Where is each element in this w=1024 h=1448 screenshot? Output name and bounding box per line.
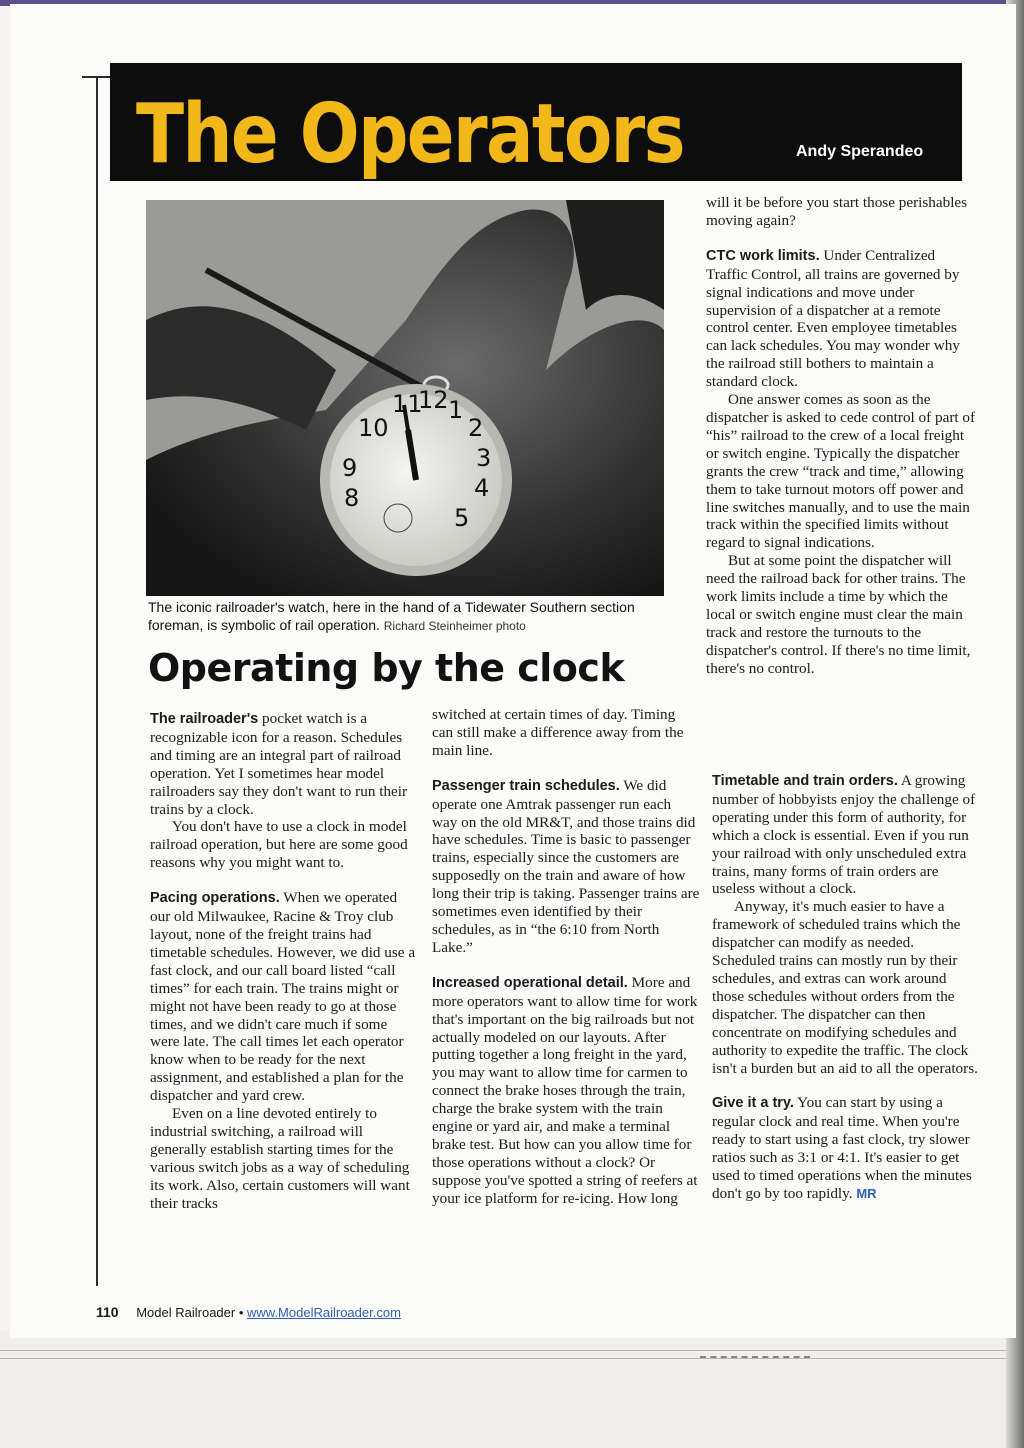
dial-number: 12	[418, 386, 449, 414]
dial-number: 11	[392, 390, 423, 418]
paragraph-text: We did operate one Amtrak passenger run each way on the old MR&T, and those trains did have schedules. Time is basic to passenger trains, especially since the customers are supposedly on the train and aware of how long their trip is taking. Passenger trains are sometimes even identified by their schedules, as in “the 6:10 from North Lake.”	[432, 776, 700, 956]
photo-illustration	[146, 200, 664, 596]
subhead: Give it a try.	[712, 1095, 794, 1112]
subhead: Passenger train schedules.	[432, 777, 620, 794]
article-column-3-top	[706, 194, 978, 678]
author-byline: Andy Sperandeo	[796, 143, 924, 160]
paragraph	[712, 1094, 980, 1202]
paragraph-text: Under Centralized Traffic Control, all trains are governed by signal indications and move under supervision of a dispatcher at a remote control center. Even employee timetables can lack schedules. You may wonder why the railroad still bothers to maintain a standard clock.	[706, 246, 960, 391]
article-headline: Operating by the clock	[148, 646, 625, 690]
paragraph	[432, 974, 700, 1208]
page-footer	[96, 1304, 401, 1320]
subhead: CTC work limits.	[706, 247, 820, 264]
paragraph-text: More and more operators want to allow time for work that's important on the big railroads but not actually modeled on our layouts. After putting together a long freight in the yard, you may want to allow time for carmen to connect the brake hoses through the train, charge the brake system with the train engine or yard air, and make a terminal brake test. But how can you allow time for those operations without a clock? Or suppose you've spotted a string of reefers at your ice platform for re-icing. How long	[432, 973, 698, 1207]
dial-number: 3	[476, 444, 492, 472]
photo-caption	[148, 598, 668, 635]
caption-text: The iconic railroader's watch, here in the hand of a Tidewater Southern section foreman, is symbolic of rail operation.	[148, 599, 635, 633]
paragraph: You don't have to use a clock in model railroad operation, but here are some good reasons why you might want to.	[150, 818, 408, 872]
paragraph	[712, 772, 980, 898]
paragraph: will it be before you start those perishables moving again?	[706, 194, 968, 229]
paragraph: Anyway, it's much easier to have a framework of scheduled trains which the dispatcher can modify as needed. Scheduled trains can mostly run by their schedules, and extras can work around those schedules without orders from the dispatcher. The dispatcher can then concentrate on modifying schedules and authority to expedite the traffic. The clock isn't a burden but an aid to all the operators.	[712, 898, 978, 1077]
paragraph	[150, 710, 418, 818]
website-link[interactable]: www.ModelRailroader.com	[247, 1305, 401, 1320]
paragraph	[432, 777, 700, 957]
dial-number: 10	[358, 414, 389, 442]
subhead: Increased operational detail.	[432, 974, 628, 991]
dial-number: 1	[448, 396, 464, 424]
paragraph-text: pocket watch is a recognizable icon for a reason. Schedules and timing are an integral part of railroad operation. Yet I sometimes hear model railroaders say they don't want to run their trains by a clock.	[150, 710, 408, 818]
subhead: Timetable and train orders.	[712, 773, 898, 789]
underlying-sheet	[0, 1330, 1010, 1448]
paragraph-text: A growing number of hobbyists enjoy the challenge of operating under this form of authority, for which a clock is essential. Even if you run your railroad with only unscheduled extra trains, many forms of train orders are useless without a clock.	[712, 772, 976, 898]
scan-mark	[700, 1340, 810, 1358]
end-mark: MR	[856, 1185, 877, 1201]
photo-credit: Richard Steinheimer photo	[383, 619, 526, 633]
pocket-watch-photo	[146, 200, 664, 596]
dial-number: 4	[474, 474, 490, 502]
article-column-2	[432, 706, 700, 1208]
lead-in: The railroader's	[150, 711, 259, 727]
paragraph-text: You can start by using a regular clock and real time. When you're ready to start using a fast clock, try slower ratios such as 3:1 or 4:1. It's easier to get used to timed operations when the minutes don't go by too rapidly.	[712, 1094, 972, 1202]
department-title: The Operators	[136, 87, 684, 182]
dial-number: 5	[454, 504, 470, 532]
article-column-1	[150, 710, 418, 1212]
subhead: Pacing operations.	[150, 890, 280, 907]
paragraph	[150, 889, 418, 1105]
magazine-name: Model Railroader •	[136, 1305, 244, 1320]
paragraph: switched at certain times of day. Timing can still make a difference away from the main line.	[432, 706, 684, 759]
paragraph-text: When we operated our old Milwaukee, Racine & Troy club layout, none of the freight trains had timetable schedules. However, we did use a fast clock, and our call board listed “call times” for each train. The trains might or might not have been ready to go at those times, and we didn't care much if some were late. The call times let each operator know when to be ready for the next assignment, and established a plan for the dispatcher and yard crew.	[150, 889, 416, 1105]
paragraph: But at some point the dispatcher will need the railroad back for other trains. The work limits include a time by which the local or switch engine must clear the main track and restore the turnouts to the dispatcher's control. If there's no time limit, there's no control.	[706, 552, 971, 677]
divider	[0, 1358, 1010, 1359]
page-number: 110	[96, 1304, 119, 1320]
paragraph: Even on a line devoted entirely to industrial switching, a railroad will generally establish starting times for the various switch jobs as a way of scheduling its work. Also, certain customers will want their tracks	[150, 1105, 410, 1212]
dial-number: 9	[342, 454, 358, 482]
divider	[0, 1350, 1010, 1351]
column-rule	[96, 76, 98, 1286]
paragraph: One answer comes as soon as the dispatcher is asked to cede control of part of “his” railroad to the crew of a local freight or switch engine. Typically the dispatcher grants the crew “track and time,” allowing them to take turnout motors off power and line switches manually, and to use the main track within the specified limits without regard to signal indications.	[706, 391, 976, 552]
dial-number: 8	[344, 484, 360, 512]
paragraph	[706, 247, 978, 391]
corner-rule	[82, 76, 110, 78]
article-column-3-bottom	[712, 772, 980, 1203]
dial-number: 2	[468, 414, 484, 442]
